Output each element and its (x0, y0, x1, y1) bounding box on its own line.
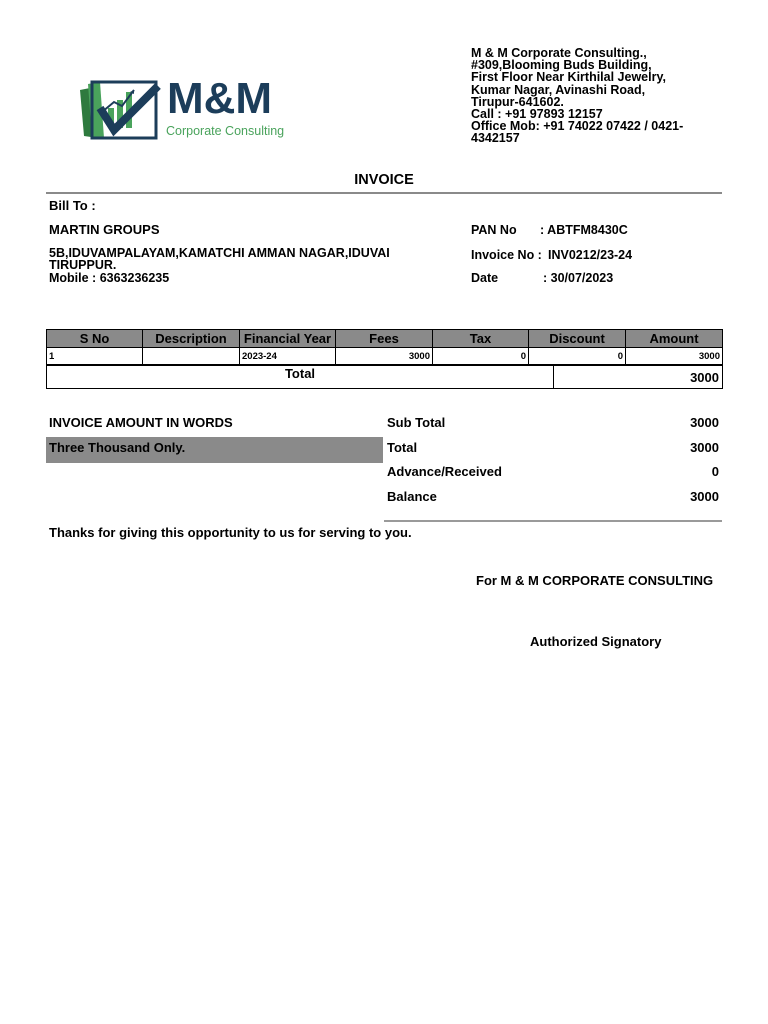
cell-sno: 1 (47, 348, 143, 365)
column-header: Amount (626, 330, 723, 348)
company-line: M & M Corporate Consulting., (471, 46, 647, 60)
column-header: Description (143, 330, 240, 348)
customer-name: MARTIN GROUPS (49, 222, 160, 237)
total-label: Total (47, 366, 554, 389)
cell-financial-year: 2023-24 (240, 348, 336, 365)
total-row (46, 365, 723, 389)
total-value: 3000 (554, 366, 723, 389)
subtotal-value: 3000 (690, 415, 719, 430)
column-header: Tax (433, 330, 529, 348)
pan-label: PAN No (471, 223, 517, 237)
page-title: INVOICE (354, 172, 414, 188)
bill-to-label: Bill To : (49, 198, 96, 213)
summary-divider (384, 520, 722, 522)
column-header: Discount (529, 330, 626, 348)
balance-value: 3000 (690, 489, 719, 504)
company-line: Office Mob: +91 74022 07422 / 0421- (471, 119, 684, 134)
address-line: TIRUPPUR. (49, 258, 117, 272)
amount-words-value: Three Thousand Only. (49, 440, 186, 455)
logo-mark-icon (78, 78, 164, 142)
amount-words-label: INVOICE AMOUNT IN WORDS (49, 415, 233, 430)
date-label: Date (471, 271, 499, 285)
address-line: 5B,IDUVAMPALAYAM,KAMATCHI AMMAN NAGAR,IDUVAI (49, 246, 390, 260)
company-line: Tirupur-641602. (471, 94, 564, 109)
logo-tagline: Corporate Consulting (166, 124, 285, 138)
company-line: Kumar Nagar, Avinashi Road, (471, 82, 646, 97)
table-row (47, 348, 723, 365)
advance-label: Advance/Received (387, 464, 502, 479)
pan-value: : ABTFM8430C (540, 223, 628, 237)
summary-total-label: Total (387, 440, 418, 455)
column-header: Fees (336, 330, 433, 348)
customer-mobile: Mobile : 6363236235 (49, 271, 170, 285)
customer-address (49, 247, 390, 271)
balance-label: Balance (387, 489, 437, 504)
authorized-signatory: Authorized Signatory (530, 634, 662, 649)
thanks-note: Thanks for giving this opportunity to us for serving to you. (49, 525, 412, 540)
advance-value: 0 (711, 464, 719, 479)
items-table (46, 329, 723, 365)
logo-wordmark: M&M (167, 74, 273, 123)
company-line: 4342157 (471, 131, 520, 146)
company-line: First Floor Near Kirthilal Jewelry, (471, 70, 666, 85)
cell-description (143, 348, 240, 365)
title-divider (46, 192, 722, 194)
subtotal-label: Sub Total (387, 415, 446, 430)
for-company-line: For M & M CORPORATE CONSULTING (476, 573, 714, 588)
cell-fees: 3000 (336, 348, 433, 365)
invoice-no-value: INV0212/23-24 (548, 248, 633, 262)
cell-amount: 3000 (626, 348, 723, 365)
company-line: #309,Blooming Buds Building, (471, 58, 652, 73)
column-header: S No (47, 330, 143, 348)
column-header: Financial Year (240, 330, 336, 348)
date-value: : 30/07/2023 (543, 271, 614, 285)
cell-discount: 0 (529, 348, 626, 365)
company-line: Call : +91 97893 12157 (471, 107, 603, 122)
invoice-no-label: Invoice No : (471, 248, 542, 262)
company-address (471, 47, 761, 145)
summary-total-value: 3000 (690, 440, 719, 455)
table-header-row (47, 330, 723, 348)
cell-tax: 0 (433, 348, 529, 365)
